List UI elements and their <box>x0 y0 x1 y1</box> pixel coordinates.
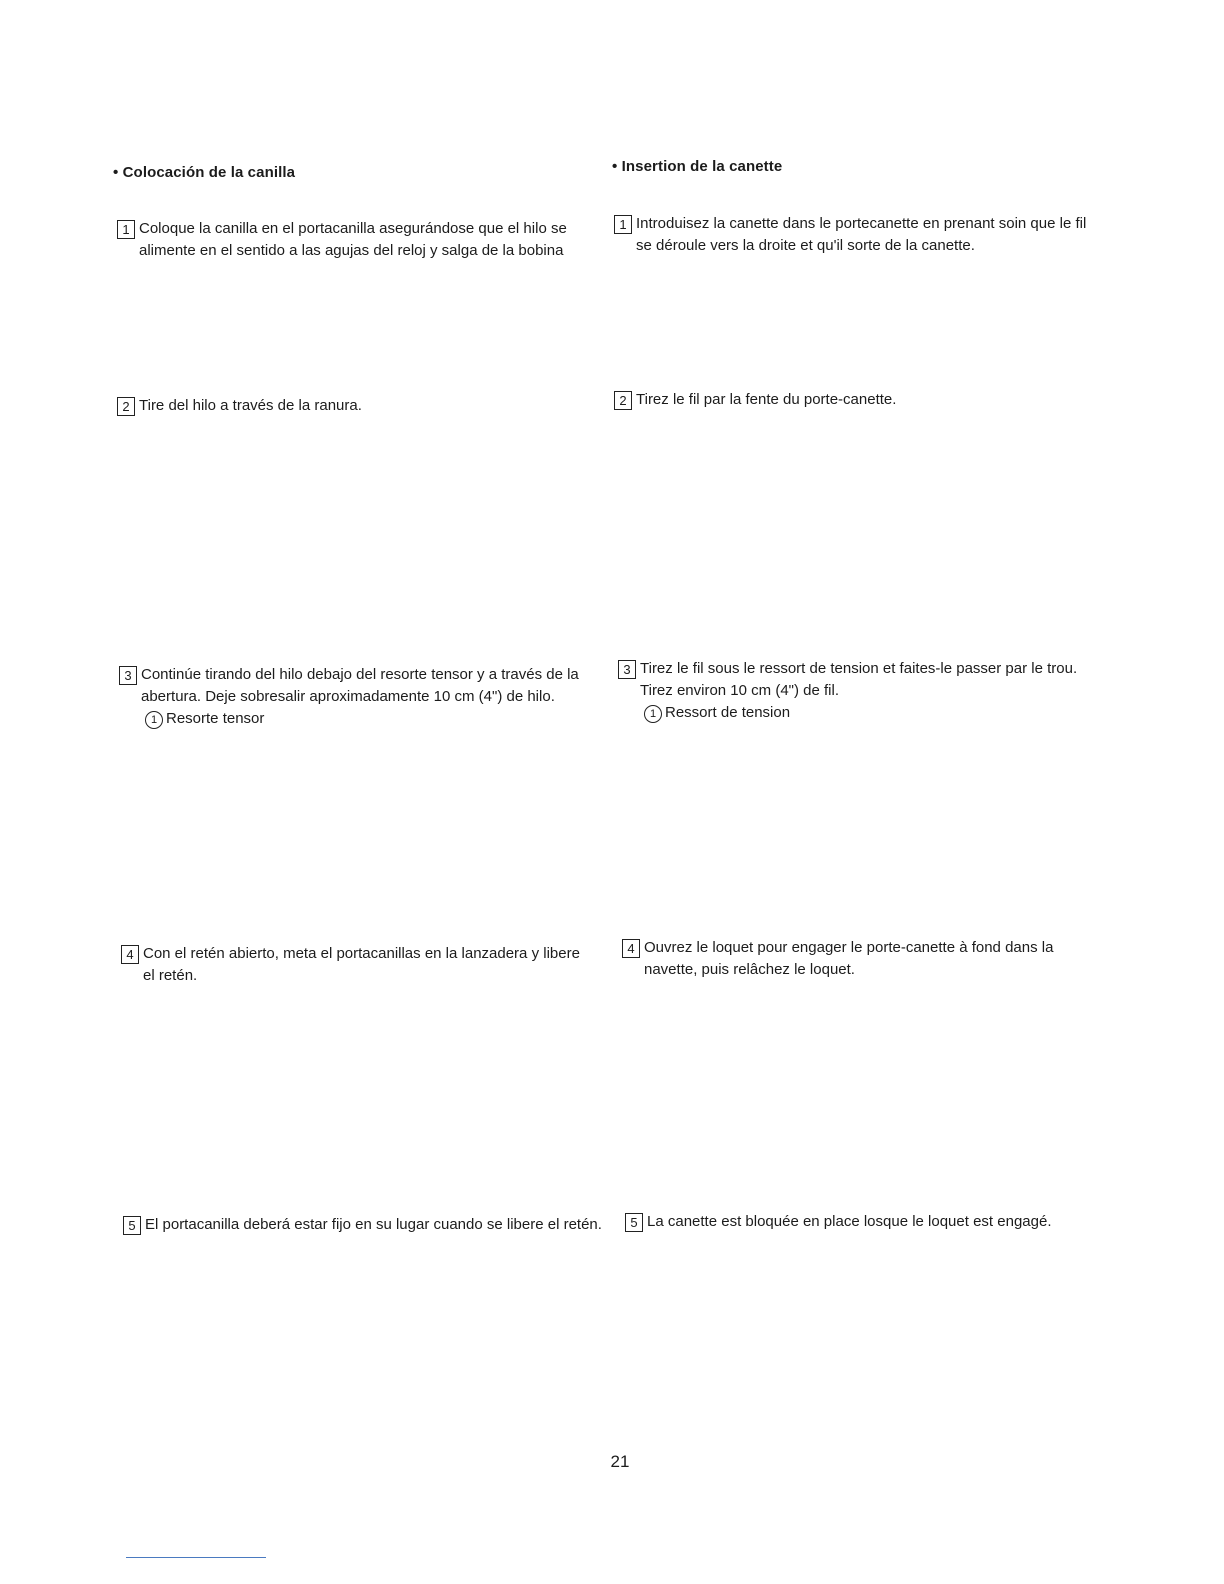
french-step-5 <box>625 1211 1115 1233</box>
french-step-4 <box>622 937 1107 981</box>
part-label: Ressort de tension <box>665 704 791 721</box>
french-step-2 <box>614 389 1094 411</box>
spanish-heading: • Colocación de la canilla <box>113 164 296 181</box>
step-number-box: 2 <box>117 397 135 416</box>
part-label-line <box>119 708 589 730</box>
spanish-step-5 <box>123 1214 613 1236</box>
step-number-box: 4 <box>622 939 640 958</box>
part-label-line <box>618 702 1098 724</box>
step-text: Introduisez la canette dans le portecanette en prenant soin que le fil se déroule vers la droite et qu'il sorte de la canette. <box>636 215 1087 254</box>
spanish-step-1 <box>117 218 567 262</box>
step-number-box: 5 <box>123 1216 141 1235</box>
part-number-circle: 1 <box>145 711 163 729</box>
spanish-step-4 <box>121 943 591 987</box>
step-text: El portacanilla deberá estar fijo en su lugar cuando se libere el retén. <box>145 1216 602 1233</box>
step-number-box: 1 <box>614 215 632 234</box>
french-step-1 <box>614 213 1094 257</box>
spanish-step-3 <box>119 664 589 730</box>
part-number-circle: 1 <box>644 705 662 723</box>
step-number-box: 2 <box>614 391 632 410</box>
step-text: Tirez le fil par la fente du porte-canette. <box>636 391 897 408</box>
step-text: Tirez le fil sous le ressort de tension et faites-le passer par le trou. Tirez environ 10 cm (4") de fil. <box>640 660 1078 699</box>
page-number: 21 <box>610 1452 630 1471</box>
step-number-box: 4 <box>121 945 139 964</box>
step-number-box: 3 <box>618 660 636 679</box>
part-label: Resorte tensor <box>166 710 265 727</box>
step-text: Continúe tirando del hilo debajo del resorte tensor y a través de la abertura. Deje sobresalir aproximadamente 10 cm (4") de hilo. <box>141 666 579 705</box>
spanish-step-2 <box>117 395 567 417</box>
french-step-3 <box>618 658 1098 724</box>
step-text: Coloque la canilla en el portacanilla asegurándose que el hilo se alimente en el sentido a las agujas del reloj y salga de la bobina <box>139 220 567 259</box>
step-text: Ouvrez le loquet pour engager le porte-canette à fond dans la navette, puis relâchez le loquet. <box>644 939 1054 978</box>
step-number-box: 5 <box>625 1213 643 1232</box>
french-heading: • Insertion de la canette <box>612 158 783 175</box>
step-number-box: 3 <box>119 666 137 685</box>
step-text: Con el retén abierto, meta el portacanillas en la lanzadera y libere el retén. <box>143 945 580 984</box>
step-number-box: 1 <box>117 220 135 239</box>
footer-rule <box>126 1557 266 1558</box>
step-text: Tire del hilo a través de la ranura. <box>139 397 362 414</box>
step-text: La canette est bloquée en place losque le loquet est engagé. <box>647 1213 1052 1230</box>
